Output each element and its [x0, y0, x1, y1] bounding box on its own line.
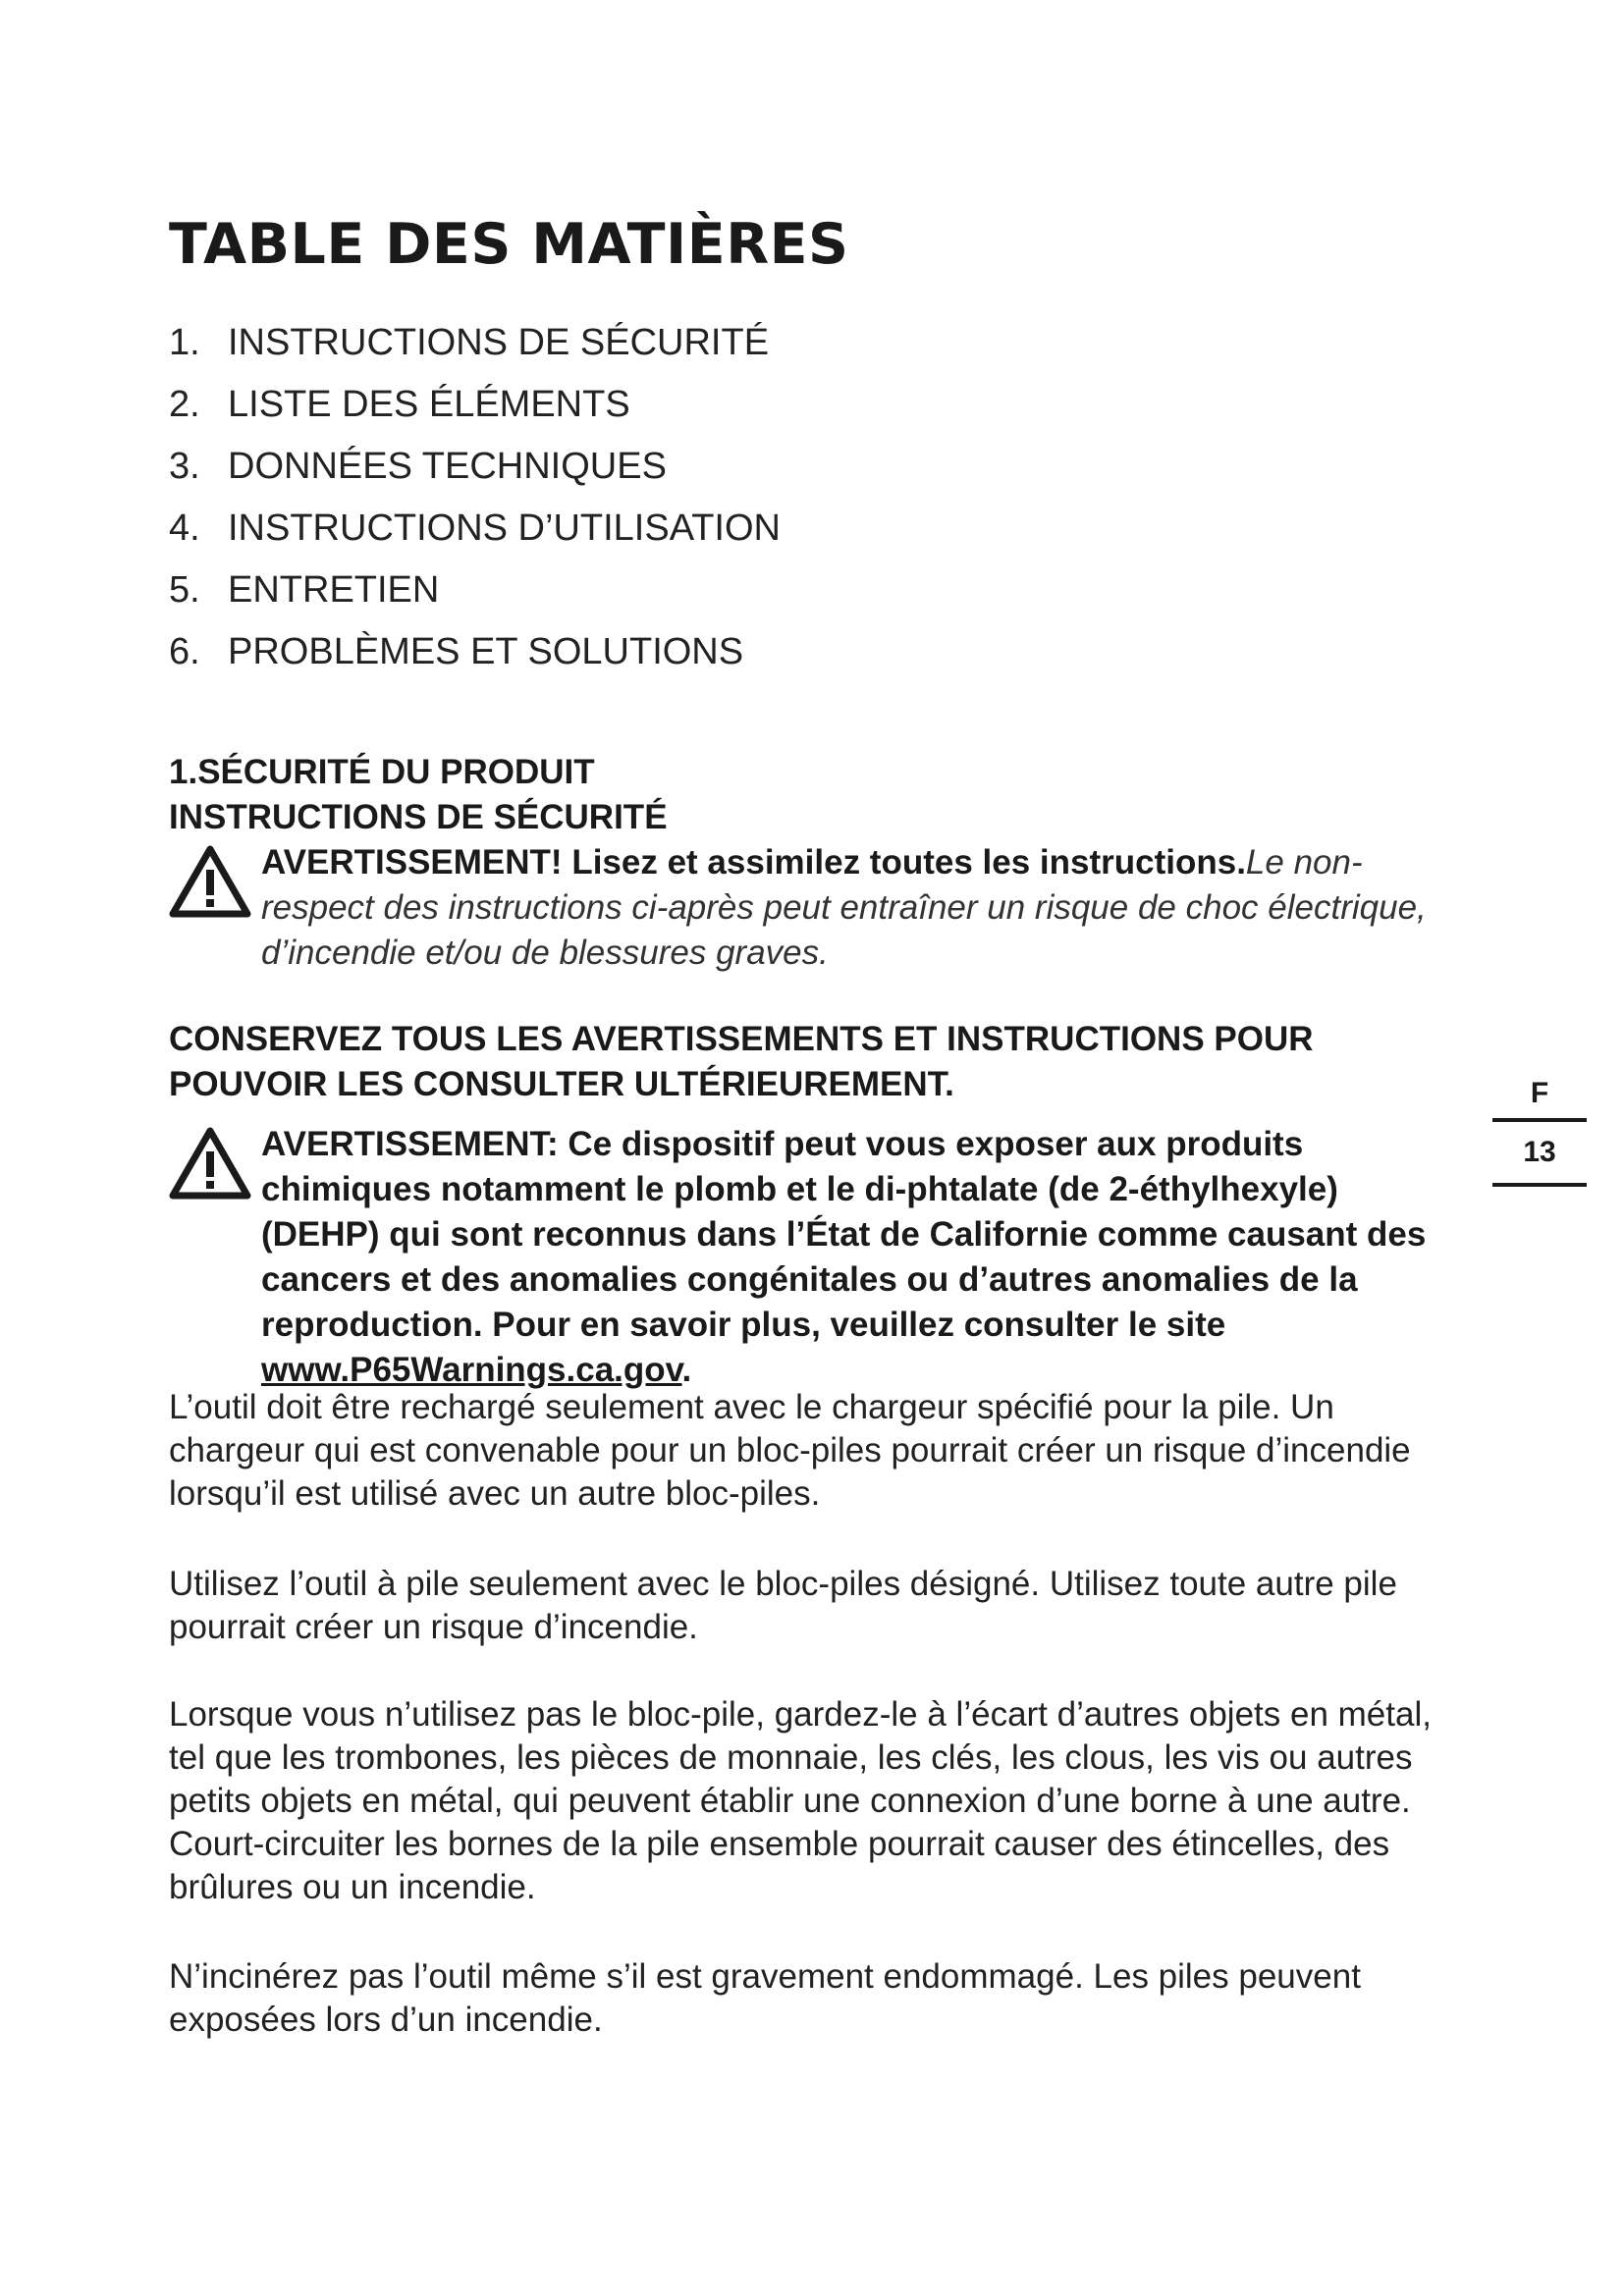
toc-title: TABLE DES MATIÈRES — [169, 212, 849, 277]
toc-item-label: LISTE DES ÉLÉMENTS — [228, 384, 630, 425]
section-heading-line2: INSTRUCTIONS DE SÉCURITÉ — [169, 798, 668, 836]
section-heading-line1: 1.SÉCURITÉ DU PRODUIT — [169, 753, 595, 791]
divider — [1492, 1118, 1587, 1122]
toc-item — [169, 563, 781, 625]
warning-triangle-icon — [169, 844, 251, 919]
paragraph-metal-objects: Lorsque vous n’utilisez pas le bloc-pile, gardez-le à l’écart d’autres objets en métal, tel que les trombones, les pièces de monnaie, les clés, les clous, les vis ou autres petits objets en métal, qui peuvent établir une connexion d’une borne à une autre. Court-circuiter les bornes de la pile ensemble pourrait causer des étincelles, des brûlures ou un incendie. — [169, 1695, 1432, 1906]
toc-item — [169, 502, 781, 563]
warning-bold-text: AVERTISSEMENT! Lisez et assimilez toutes les instructions. — [261, 843, 1246, 881]
section-heading — [169, 750, 668, 840]
toc-item-label: INSTRUCTIONS D’UTILISATION — [228, 507, 781, 549]
toc-item-number: 2. — [169, 384, 200, 425]
paragraph-battery-pack: Utilisez l’outil à pile seulement avec le bloc-piles désigné. Utilisez toute autre pile pourrait créer un risque d’incendie. — [169, 1565, 1397, 1646]
toc-item-label: ENTRETIEN — [228, 569, 440, 611]
page-number: 13 — [1523, 1136, 1556, 1168]
prop65-warning-text: AVERTISSEMENT: Ce dispositif peut vous exposer aux produits chimiques notamment le plomb et le di-phtalate (de 2-éthylhexyle) (DEHP) qui sont reconnus dans l’État de Californie comme causant des cancers et des anomalies congénitales ou d’autres anomalies de la reproduction. Pour en savoir plus, veuillez consulter le site — [261, 1125, 1427, 1344]
toc-item — [169, 440, 781, 502]
toc-item-label: DONNÉES TECHNIQUES — [228, 446, 667, 487]
conserve-instructions-notice: CONSERVEZ TOUS LES AVERTISSEMENTS ET INSTRUCTIONS POUR POUVOIR LES CONSULTER ULTÉRIEUREMENT. — [169, 1020, 1314, 1103]
warning-block-instructions — [169, 840, 1445, 976]
toc-list — [169, 316, 781, 687]
toc-item-number: 6. — [169, 631, 200, 672]
warning-block-prop65 — [169, 1122, 1445, 1393]
toc-item-number: 3. — [169, 446, 200, 487]
toc-item-label: PROBLÈMES ET SOLUTIONS — [228, 631, 744, 672]
p65-warnings-link[interactable]: www.P65Warnings.ca.gov — [261, 1351, 682, 1389]
warning-triangle-icon — [169, 1126, 251, 1201]
toc-item-number: 1. — [169, 322, 200, 363]
warning-italic-text: Le non-respect des instructions ci-après peut entraîner un risque de choc électrique, d’incendie et/ou de blessures graves. — [261, 843, 1427, 972]
toc-item — [169, 316, 781, 378]
paragraph-charger: L’outil doit être rechargé seulement avec le chargeur spécifié pour la pile. Un chargeur qui est convenable pour un bloc-piles pourrait créer un risque d’incendie lorsqu’il est utilisé avec un autre bloc-piles. — [169, 1388, 1411, 1513]
language-letter: F — [1530, 1077, 1549, 1109]
page-side-tab — [1492, 1073, 1587, 1191]
toc-item — [169, 625, 781, 687]
toc-item-number: 5. — [169, 569, 200, 611]
toc-item-label: INSTRUCTIONS DE SÉCURITÉ — [228, 322, 770, 363]
toc-item-number: 4. — [169, 507, 200, 549]
toc-item — [169, 378, 781, 440]
divider — [1492, 1183, 1587, 1187]
prop65-warning-end: . — [681, 1351, 692, 1389]
paragraph-incineration: N’incinérez pas l’outil même s’il est gravement endommagé. Les piles peuvent exposées lors d’un incendie. — [169, 1957, 1361, 2039]
